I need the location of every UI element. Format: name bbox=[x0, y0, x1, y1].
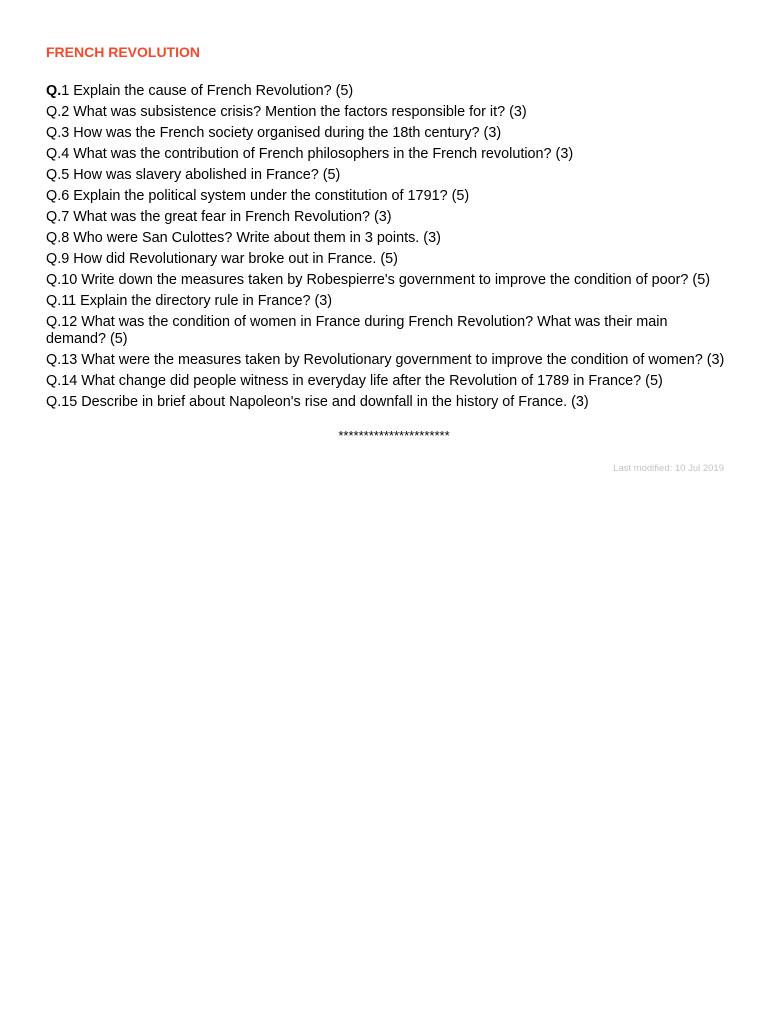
question-item bbox=[46, 83, 726, 100]
last-modified-label: Last modified: 10 Jul 2019 bbox=[613, 463, 724, 474]
question-item bbox=[46, 230, 726, 247]
question-item bbox=[46, 394, 726, 411]
question-text: Q.12 What was the condition of women in France during French Revolution? What was their main demand? (5) bbox=[46, 314, 668, 347]
question-text: Q.11 Explain the directory rule in France? (3) bbox=[46, 293, 333, 309]
question-item bbox=[46, 146, 726, 163]
question-text: Q.5 How was slavery abolished in France? (5) bbox=[46, 167, 341, 183]
question-item bbox=[46, 272, 726, 289]
question-item bbox=[46, 209, 726, 226]
question-text: Q.14 What change did people witness in everyday life after the Revolution of 1789 in France? (5) bbox=[46, 373, 663, 389]
question-text: Q.7 What was the great fear in French Revolution? (3) bbox=[46, 209, 392, 225]
question-item bbox=[46, 314, 726, 348]
question-text: Q.4 What was the contribution of French philosophers in the French revolution? (3) bbox=[46, 146, 574, 162]
question-text: Q.6 Explain the political system under the constitution of 1791? (5) bbox=[46, 188, 470, 204]
question-text: Q.13 What were the measures taken by Revolutionary government to improve the condition of women? (3) bbox=[46, 352, 725, 368]
question-list bbox=[46, 83, 726, 411]
question-text: Q.15 Describe in brief about Napoleon's rise and downfall in the history of France. (3) bbox=[46, 394, 589, 410]
question-text: Q.2 What was subsistence crisis? Mention the factors responsible for it? (3) bbox=[46, 104, 527, 120]
question-item bbox=[46, 352, 726, 369]
document-title: FRENCH REVOLUTION bbox=[46, 44, 200, 60]
question-item bbox=[46, 125, 726, 142]
question-item bbox=[46, 373, 726, 390]
question-prefix: Q. bbox=[46, 83, 62, 99]
question-text: Q.8 Who were San Culottes? Write about them in 3 points. (3) bbox=[46, 230, 441, 246]
question-item bbox=[46, 188, 726, 205]
question-text: Q.9 How did Revolutionary war broke out in France. (5) bbox=[46, 251, 398, 267]
question-item bbox=[46, 167, 726, 184]
question-item bbox=[46, 293, 726, 310]
document-page bbox=[46, 43, 726, 474]
question-item bbox=[46, 104, 726, 121]
question-text: Q.3 How was the French society organised during the 18th century? (3) bbox=[46, 125, 502, 141]
question-item bbox=[46, 251, 726, 268]
question-text: Q.10 Write down the measures taken by Robespierre's government to improve the condition of poor? (5) bbox=[46, 272, 710, 288]
question-text: 1 Explain the cause of French Revolution? (5) bbox=[61, 83, 354, 99]
divider-asterisks: ********************** bbox=[338, 428, 450, 443]
